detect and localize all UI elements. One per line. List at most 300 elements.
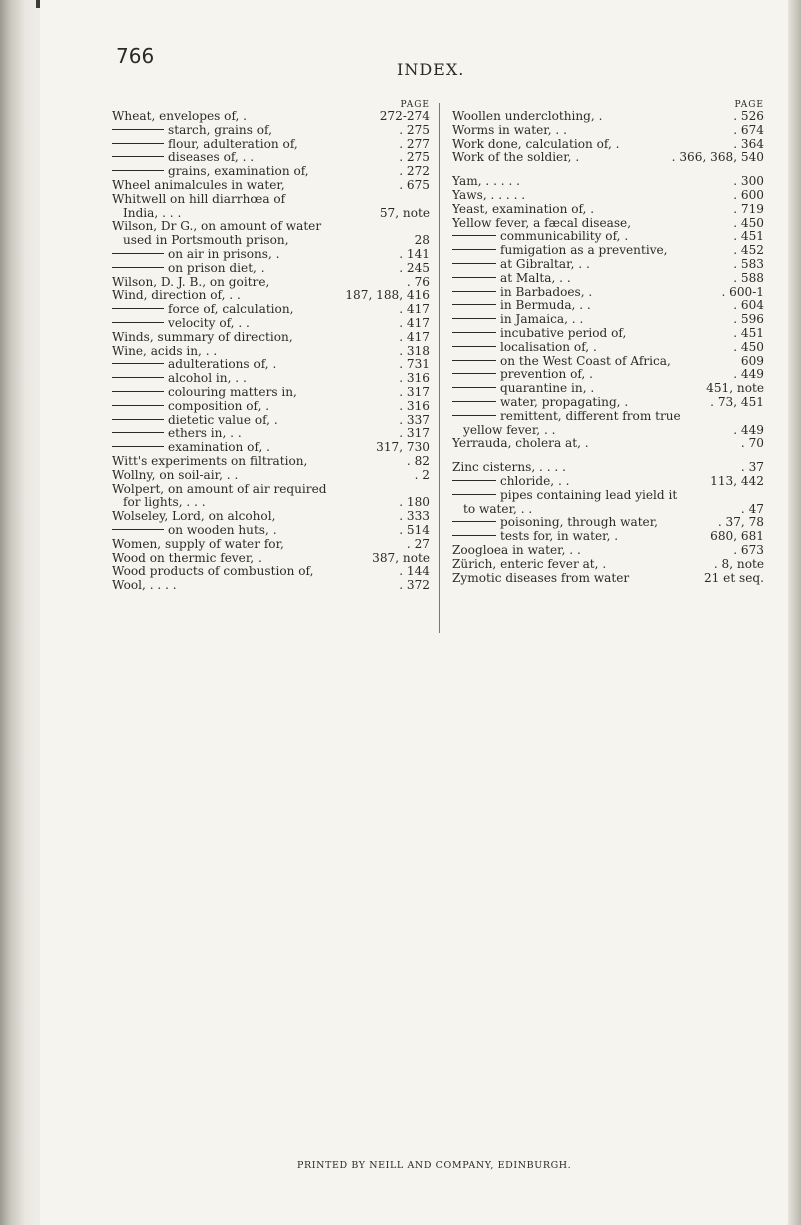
entry-term: dietetic value of, . (168, 413, 278, 427)
index-entry-pages: . 451 (733, 325, 764, 340)
entry-term: examination of, . (168, 441, 271, 455)
index-entry-pages: . 600 (733, 187, 764, 202)
index-entry (112, 579, 430, 593)
entry-term: force of, calculation, (168, 303, 294, 317)
index-entry-pages: . 449 (733, 367, 764, 382)
index-entry-pages: . 144 (399, 564, 430, 579)
entry-term: Yam, . . . . . (452, 175, 521, 189)
index-entry-text (452, 355, 737, 369)
entry-term: poisoning, through water, (500, 516, 659, 530)
index-entry-text (112, 372, 395, 386)
ditto-rule (112, 432, 164, 433)
index-entry-text (452, 489, 760, 503)
ditto-rule (112, 253, 164, 254)
index-entry (452, 489, 764, 503)
index-entry-pages: . 417 (399, 315, 430, 330)
entry-term: Wheat, envelopes of, . (112, 110, 248, 123)
entry-term: Zinc cisterns, . . . . (452, 461, 566, 475)
index-entry (112, 331, 430, 345)
index-entry-pages: . 719 (733, 201, 764, 216)
printer-imprint: PRINTED BY NEILL AND COMPANY, EDINBURGH. (297, 1160, 572, 1171)
ditto-rule (112, 170, 164, 171)
index-entry (452, 138, 764, 152)
entry-term: Zoogloea in water, . . (452, 543, 581, 557)
index-entry-pages: 317, 730 (376, 440, 430, 455)
entry-term: Wool, . . . . (112, 579, 177, 593)
index-entry (452, 516, 764, 530)
running-head: INDEX. (397, 60, 465, 79)
entry-term: for lights, . . . (123, 496, 206, 510)
index-entry-pages: . 318 (399, 343, 430, 358)
ditto-rule (452, 235, 496, 236)
index-entry-text (452, 203, 729, 217)
index-entry-text (112, 248, 395, 262)
index-entry (452, 475, 764, 489)
index-entry (112, 248, 430, 262)
index-entry-pages: 113, 442 (710, 473, 764, 488)
index-entry-text (452, 272, 729, 286)
ditto-rule (112, 377, 164, 378)
entry-term: flour, adulteration of, (168, 137, 298, 151)
ditto-rule (452, 249, 496, 250)
entry-term: ethers in, . . (168, 427, 242, 441)
index-entry-text (452, 475, 706, 489)
index-entry (112, 110, 430, 124)
entry-term: Wolseley, Lord, on alcohol, (112, 510, 276, 524)
index-entry-pages: . 245 (399, 260, 430, 275)
index-entry-text (112, 358, 395, 372)
page-number: 766 (116, 44, 155, 68)
ditto-rule (112, 129, 164, 130)
index-entry-pages: . 76 (406, 274, 430, 289)
index-entry (112, 358, 430, 372)
index-entry-text (112, 110, 376, 124)
index-entry-text (112, 165, 395, 179)
entry-term: Woollen underclothing, . (452, 110, 603, 123)
index-entry-text (452, 189, 729, 203)
index-entry (452, 272, 764, 286)
ditto-rule (452, 480, 496, 481)
index-entry-pages: . 372 (399, 578, 430, 593)
index-entry (112, 552, 430, 566)
index-entry-text (112, 207, 376, 221)
index-entry-text (112, 317, 395, 331)
index-entry-pages: . 70 (740, 436, 764, 451)
entry-term: to water, . . (463, 502, 533, 516)
index-entry-text (452, 286, 717, 300)
index-entry (452, 572, 764, 586)
index-entry-text (452, 382, 702, 396)
entry-term: pipes containing lead yield it (500, 488, 678, 502)
entry-term: used in Portsmouth prison, (123, 234, 289, 248)
index-entry (112, 538, 430, 552)
index-entry-text (452, 572, 700, 586)
ditto-rule (112, 405, 164, 406)
index-entry (112, 165, 430, 179)
index-entry-pages: . 2 (414, 467, 430, 482)
index-entry-pages: . 275 (399, 150, 430, 165)
entry-term: Witt's experiments on filtration, (112, 454, 308, 468)
entry-term: Work of the soldier, . (452, 151, 580, 165)
index-entry-pages: . 596 (733, 312, 764, 327)
entry-term: Wood on thermic fever, . (112, 551, 262, 565)
index-entry-text (112, 455, 403, 469)
entry-term: Wilson, D. J. B., on goitre, (112, 275, 270, 289)
index-entry-text (452, 217, 729, 231)
ditto-rule (452, 304, 496, 305)
ditto-rule (452, 332, 496, 333)
entry-term: Zymotic diseases from water (452, 571, 630, 585)
index-entry-pages: 680, 681 (710, 529, 764, 544)
index-entry (452, 355, 764, 369)
ditto-rule (452, 401, 496, 402)
index-entry-text (112, 400, 395, 414)
index-entry (112, 262, 430, 276)
entry-term: communicability of, . (500, 230, 629, 244)
ditto-rule (452, 360, 496, 361)
index-entry-text (452, 327, 729, 341)
index-entry-text (112, 579, 395, 593)
index-entry (452, 327, 764, 341)
index-entry (112, 496, 430, 510)
entry-term: diseases of, . . (168, 151, 255, 165)
index-entry-pages: . 417 (399, 302, 430, 317)
index-entry-text (112, 565, 395, 579)
index-entry (112, 234, 430, 248)
entry-term: Women, supply of water for, (112, 537, 284, 551)
index-entry-text (112, 483, 426, 497)
index-entry-pages: . 673 (733, 542, 764, 557)
index-entry-pages: 21 et seq. (703, 570, 764, 585)
ditto-rule (112, 143, 164, 144)
entry-term: Wine, acids in, . . (112, 344, 218, 358)
index-entry (452, 424, 764, 438)
index-entry-pages: . 450 (733, 339, 764, 354)
index-entry (452, 382, 764, 396)
ditto-rule (112, 391, 164, 392)
index-entry-text (112, 303, 395, 317)
index-entry-pages: . 333 (399, 509, 430, 524)
index-entry-text (112, 510, 395, 524)
index-entry-text (112, 441, 372, 455)
index-entry-pages: . 600-1 (721, 284, 764, 299)
index-entry-pages: . 73, 451 (710, 394, 764, 409)
entry-term: Wollny, on soil-air, . . (112, 468, 239, 482)
index-entry (452, 203, 764, 217)
entry-term: fumigation as a preventive, (500, 244, 668, 258)
index-entry-text (452, 313, 729, 327)
index-entry (112, 207, 430, 221)
index-entries-left (112, 110, 430, 593)
index-entry (112, 193, 430, 207)
index-entry-text (452, 396, 706, 410)
ditto-rule (112, 322, 164, 323)
index-entry-pages: . 316 (399, 371, 430, 386)
index-entry (452, 286, 764, 300)
index-entries-right (452, 110, 764, 585)
entry-term: on wooden huts, . (168, 523, 277, 537)
entry-term: alcohol in, . . (168, 372, 247, 386)
entry-term: on air in prisons, . (168, 247, 280, 261)
entry-term: adulterations of, . (168, 358, 277, 372)
page-column-label: PAGE (734, 100, 764, 110)
page-right-edge (788, 0, 801, 1225)
index-entry (112, 483, 430, 497)
entry-term: Wood products of combustion of, (112, 565, 314, 579)
index-entry-text (452, 410, 760, 424)
index-entry-text (112, 331, 395, 345)
index-entry-text (452, 530, 706, 544)
index-entry-text (112, 124, 395, 138)
index-entry (452, 558, 764, 572)
index-entry-pages: . 277 (399, 136, 430, 151)
index-entry-pages: . 272 (399, 164, 430, 179)
index-entry-text (112, 276, 403, 290)
index-entry (452, 175, 764, 189)
entry-term: in Barbadoes, . (500, 285, 593, 299)
index-entry (112, 317, 430, 331)
index-entry (112, 345, 430, 359)
index-entry-pages: . 450 (733, 215, 764, 230)
index-entry-pages: . 451 (733, 229, 764, 244)
ditto-rule (112, 446, 164, 447)
ditto-rule (452, 373, 496, 374)
index-entry-text (452, 516, 714, 530)
index-entry-pages: . 275 (399, 122, 430, 137)
index-entry-text (452, 558, 710, 572)
index-entry-pages: . 449 (733, 422, 764, 437)
index-entry-pages: 609 (740, 353, 764, 368)
index-entry (452, 110, 764, 124)
index-entry-text (452, 341, 729, 355)
index-entry (112, 524, 430, 538)
entry-term: Yerrauda, cholera at, . (452, 437, 589, 451)
index-entry-text (112, 234, 411, 248)
entry-term: Work done, calculation of, . (452, 137, 620, 151)
index-entry-pages: . 317 (399, 384, 430, 399)
entry-term: chloride, . . (500, 474, 570, 488)
index-entry-pages: 187, 188, 416 (345, 288, 430, 303)
index-entry (112, 400, 430, 414)
entry-term: Yeast, examination of, . (452, 202, 595, 216)
index-entry-text (112, 524, 395, 538)
entry-term: India, . . . (123, 206, 182, 220)
ditto-rule (112, 308, 164, 309)
index-entry-pages: . 37 (740, 460, 764, 475)
index-entry (112, 124, 430, 138)
index-entry-pages: 451, note (706, 381, 764, 396)
entry-term: composition of, . (168, 399, 270, 413)
index-entry-pages: . 674 (733, 122, 764, 137)
index-entry-pages: . 731 (399, 357, 430, 372)
entry-term: Wolpert, on amount of air required (112, 482, 327, 496)
index-entry-pages: . 47 (740, 501, 764, 516)
index-entry (112, 372, 430, 386)
index-entry-pages: 272-274 (379, 109, 430, 123)
entry-term: at Gibraltar, . . (500, 257, 590, 271)
index-entry (452, 258, 764, 272)
index-entry-text (452, 230, 729, 244)
ditto-rule (452, 521, 496, 522)
index-entry-pages: . 8, note (713, 556, 764, 571)
index-entry-pages: . 366, 368, 540 (671, 150, 764, 165)
index-entry-pages: . 82 (406, 453, 430, 468)
index-entry-pages: . 37, 78 (717, 515, 764, 530)
index-entry-pages: . 514 (399, 522, 430, 537)
index-entry-text (452, 175, 729, 189)
index-entry-text (452, 424, 729, 438)
index-entry-text (452, 244, 729, 258)
entry-term: starch, grains of, (168, 123, 272, 137)
index-entry (452, 151, 764, 165)
index-entry-pages: . 316 (399, 398, 430, 413)
ditto-rule (452, 318, 496, 319)
index-column-left (112, 100, 430, 593)
index-entry-pages: . 588 (733, 270, 764, 285)
index-entry (452, 461, 764, 475)
index-entry (112, 455, 430, 469)
index-entry (452, 230, 764, 244)
entry-term: in Jamaica, . . (500, 313, 584, 327)
page-column-label: PAGE (400, 100, 430, 110)
entry-term: colouring matters in, (168, 385, 297, 399)
ditto-rule (452, 263, 496, 264)
entry-term: tests for, in water, . (500, 530, 619, 544)
index-entry (112, 303, 430, 317)
index-entry-pages: . 337 (399, 412, 430, 427)
entry-term: Wind, direction of, . . (112, 289, 241, 303)
index-entry-pages: 387, note (372, 550, 430, 565)
index-entry-pages: . 180 (399, 495, 430, 510)
index-entry-pages: . 675 (399, 177, 430, 192)
book-spine-edge (0, 0, 36, 1225)
index-entry-text (452, 258, 729, 272)
entry-term: Zürich, enteric fever at, . (452, 557, 607, 571)
index-entry (452, 368, 764, 382)
index-entry (112, 510, 430, 524)
index-entry-pages: . 141 (399, 246, 430, 261)
index-entry-text (112, 179, 395, 193)
index-entry-pages: . 27 (406, 536, 430, 551)
index-entry (452, 244, 764, 258)
index-entry (112, 427, 430, 441)
index-entry (452, 124, 764, 138)
index-entry-pages: . 583 (733, 256, 764, 271)
ditto-rule (112, 419, 164, 420)
index-entry-text (452, 503, 737, 517)
entry-term: prevention of, . (500, 368, 593, 382)
entry-term: quarantine in, . (500, 382, 595, 396)
index-entry-text (112, 414, 395, 428)
index-entry (112, 151, 430, 165)
entry-term: Wilson, Dr G., on amount of water (112, 220, 322, 234)
index-entry-pages: . 526 (733, 109, 764, 123)
index-entry-text (452, 437, 737, 451)
ditto-rule (112, 156, 164, 157)
index-entry-text (112, 538, 403, 552)
index-entry (452, 217, 764, 231)
index-entry (112, 220, 430, 234)
index-entry-text (112, 345, 395, 359)
entry-term: grains, examination of, (168, 165, 309, 179)
index-entry (112, 441, 430, 455)
index-entry-text (452, 299, 729, 313)
entry-term: remittent, different from true (500, 409, 681, 423)
index-entry (452, 189, 764, 203)
entry-term: Yaws, . . . . . (452, 188, 526, 202)
ditto-rule (452, 535, 496, 536)
index-entry (452, 396, 764, 410)
index-entry-text (112, 427, 395, 441)
ditto-rule (112, 529, 164, 530)
entry-gap (452, 451, 764, 461)
index-entry (112, 469, 430, 483)
entry-term: in Bermuda, . . (500, 299, 591, 313)
index-entry-text (452, 138, 729, 152)
index-entry (112, 565, 430, 579)
index-entry-pages: . 417 (399, 329, 430, 344)
index-column-right (452, 100, 764, 585)
entry-term: on the West Coast of Africa, (500, 354, 671, 368)
index-entry-text (452, 110, 729, 124)
index-entry-text (112, 469, 411, 483)
entry-term: Wheel animalcules in water, (112, 178, 285, 192)
index-entry (112, 179, 430, 193)
ditto-rule (452, 415, 496, 416)
column-divider (439, 103, 440, 633)
index-entry (452, 530, 764, 544)
index-entry-text (112, 193, 426, 207)
ditto-rule (452, 494, 496, 495)
index-entry-text (112, 151, 395, 165)
index-entry (452, 313, 764, 327)
index-entry-text (452, 124, 729, 138)
entry-term: Winds, summary of direction, (112, 330, 293, 344)
entry-term: on prison diet, . (168, 261, 265, 275)
index-entry (112, 414, 430, 428)
entry-gap (452, 165, 764, 175)
entry-term: Yellow fever, a fæcal disease, (452, 216, 632, 230)
entry-term: Whitwell on hill diarrhœa of (112, 192, 286, 206)
entry-term: at Malta, . . (500, 271, 571, 285)
entry-term: localisation of, . (500, 340, 597, 354)
index-entry-pages: . 604 (733, 298, 764, 313)
entry-term: velocity of, . . (168, 316, 250, 330)
entry-term: incubative period of, (500, 326, 627, 340)
index-entry (452, 410, 764, 424)
ditto-rule (112, 267, 164, 268)
index-entry-text (112, 289, 341, 303)
index-entry-pages: . 452 (733, 243, 764, 258)
index-entry-text (112, 220, 426, 234)
index-entry-pages: . 364 (733, 136, 764, 151)
entry-term: yellow fever, . . (463, 423, 556, 437)
index-entry (452, 503, 764, 517)
index-entry-text (112, 138, 395, 152)
index-entry (112, 289, 430, 303)
index-entry-text (452, 368, 729, 382)
index-entry-text (452, 461, 737, 475)
ditto-rule (452, 387, 496, 388)
index-entry (112, 386, 430, 400)
index-entry (112, 138, 430, 152)
index-entry (452, 544, 764, 558)
entry-term: Worms in water, . . (452, 123, 567, 137)
index-entry-text (112, 552, 368, 566)
entry-term: water, propagating, . (500, 395, 629, 409)
index-entry (112, 276, 430, 290)
ditto-rule (452, 291, 496, 292)
